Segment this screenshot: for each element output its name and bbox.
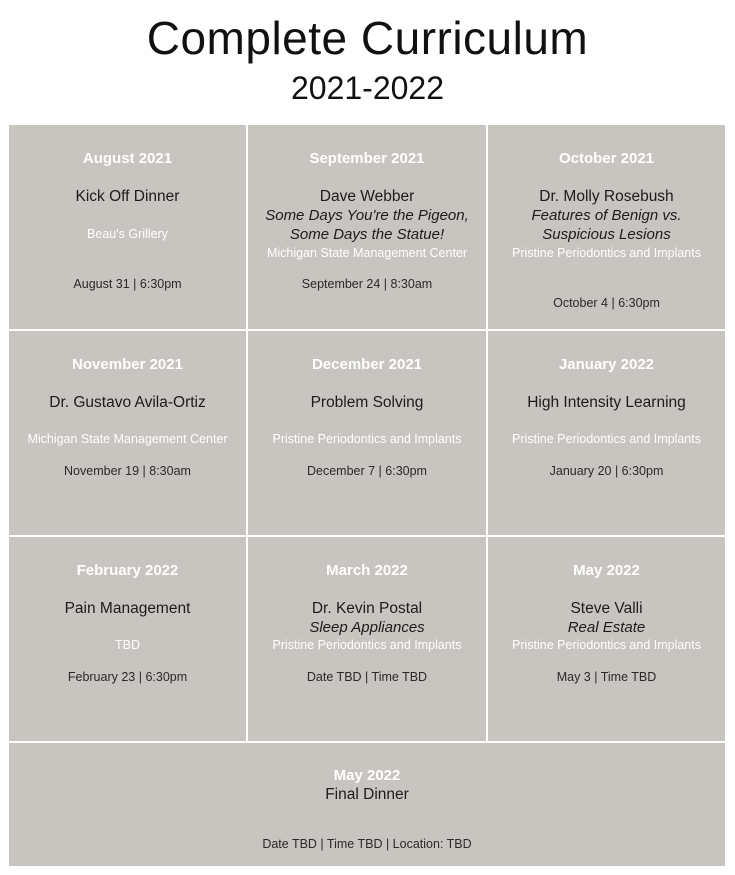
event-subtitle: Some Days the Statue! [289,226,445,243]
event-title: Steve Valli [570,600,643,617]
event-title: Final Dinner [325,786,409,803]
event-cell-february-2022 [9,537,246,741]
page-title: Complete Curriculum [146,12,589,64]
event-cell-december-2021 [248,331,486,535]
event-location: Beau's Grillery [87,227,168,241]
event-title: Dave Webber [319,188,415,205]
event-subtitle: Sleep Appliances [309,619,425,636]
event-title: Dr. Molly Rosebush [539,188,674,205]
event-month: March 2022 [326,562,408,579]
event-cell-may-2022 [488,537,725,741]
event-month: May 2022 [573,562,640,579]
event-location: Pristine Periodontics and Implants [272,638,462,652]
event-location: TBD [115,638,140,652]
event-location: Pristine Periodontics and Implants [512,246,701,260]
event-month: November 2021 [72,356,183,373]
event-cell-january-2022 [488,331,725,535]
event-cell-november-2021 [9,331,246,535]
event-date-time: February 23 | 6:30pm [67,670,188,684]
event-subtitle: Real Estate [567,619,646,636]
event-date-time: September 24 | 8:30am [301,277,433,291]
event-month: May 2022 [333,767,401,784]
event-month: December 2021 [311,356,423,373]
event-location: Michigan State Management Center [266,246,468,260]
event-cell-october-2021 [488,125,725,329]
event-title: Dr. Gustavo Avila-Ortiz [49,394,206,411]
event-location: Michigan State Management Center [27,432,228,446]
event-cell-final-dinner [9,743,725,866]
event-month: August 2021 [82,150,173,167]
event-date-time: May 3 | Time TBD [556,670,657,684]
event-title: Problem Solving [310,394,424,411]
event-location: Pristine Periodontics and Implants [512,432,701,446]
event-location: Pristine Periodontics and Implants [272,432,462,446]
event-month: October 2021 [558,150,655,167]
event-month: January 2022 [558,356,655,373]
event-month: September 2021 [309,150,425,167]
event-title: Pain Management [64,600,191,617]
curriculum-grid [9,125,725,866]
event-cell-september-2021 [248,125,486,329]
event-date-time: Date TBD | Time TBD [306,670,428,684]
event-title: Kick Off Dinner [75,188,180,205]
event-date-time: Date TBD | Time TBD | Location: TBD [262,837,472,851]
event-month: February 2022 [76,562,179,579]
event-title: High Intensity Learning [527,394,686,411]
event-date-time: October 4 | 6:30pm [553,296,660,310]
event-location: Pristine Periodontics and Implants [512,638,701,652]
event-date-time: August 31 | 6:30pm [73,277,182,291]
event-cell-august-2021 [9,125,246,329]
event-subtitle: Features of Benign vs. [531,207,682,224]
event-subtitle: Suspicious Lesions [542,226,671,243]
event-subtitle: Some Days You're the Pigeon, [265,207,469,224]
event-title: Dr. Kevin Postal [311,600,423,617]
event-date-time: January 20 | 6:30pm [549,464,664,478]
page-subtitle-year-range: 2021-2022 [290,70,445,106]
event-cell-march-2022 [248,537,486,741]
event-date-time: December 7 | 6:30pm [307,464,427,478]
event-date-time: November 19 | 8:30am [64,464,191,478]
